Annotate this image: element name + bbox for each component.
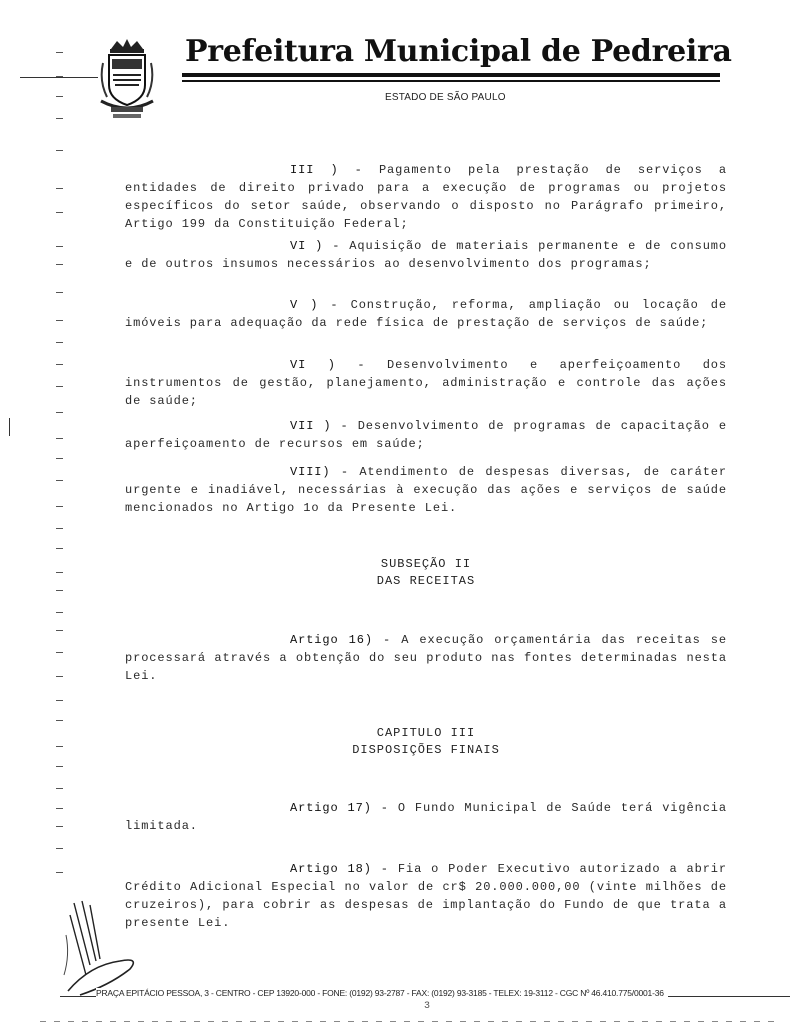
scan-mark	[9, 418, 10, 436]
item-text: Aquisição de materiais permanente e de consumo e de outros insumos necessários ao desenvolvimento dos programas;	[125, 239, 728, 271]
scan-bottom-edge	[40, 1021, 780, 1022]
chapter-line2: DISPOSIÇÕES FINAIS	[352, 743, 500, 757]
header-rule-thin	[182, 80, 720, 82]
artigo-text: A execução orçamentária das receitas se processará através a obtenção do seu produto nas fontes determinadas nesta Lei.	[125, 633, 728, 683]
subsection-line1: SUBSEÇÃO II	[380, 557, 472, 571]
item-lead: VI ) -	[290, 239, 341, 253]
coat-of-arms-seal-icon	[97, 35, 157, 121]
item-lead: VI ) -	[290, 358, 366, 372]
item-vi-b	[125, 356, 727, 410]
artigo-17	[125, 799, 727, 835]
item-viii	[125, 463, 727, 517]
artigo-lead: Artigo 16) -	[290, 633, 392, 647]
item-vii	[125, 417, 727, 453]
page-title: Prefeitura Municipal de Pedreira	[185, 34, 732, 69]
item-iii	[125, 161, 727, 233]
item-lead: V ) -	[290, 298, 339, 312]
artigo-text: Fia o Poder Executivo autorizado a abrir Crédito Adicional Especial no valor de cr$ 20.000.000,00 (vinte milhões de cruzeiros), para cobrir as despesas de implantação do Fundo de que trata a presente Lei.	[125, 862, 728, 930]
item-lead: VII ) -	[290, 419, 349, 433]
artigo-lead: Artigo 17) -	[290, 801, 389, 815]
page-number: 3	[424, 1001, 431, 1012]
item-text: Atendimento de despesas diversas, de caráter urgente e inadiável, necessárias à execução das ações e serviços de saúde mencionados no Artigo 1o da Presente Lei.	[125, 465, 728, 515]
artigo-lead: Artigo 18) -	[290, 862, 389, 876]
artigo-16	[125, 631, 727, 685]
subsection-heading	[125, 556, 727, 590]
item-text: Pagamento pela prestação de serviços a entidades de direito privado para a execução de programas ou projetos específicos do setor saúde, observando o disposto no Parágrafo primeiro, Artigo 199 da Constituição Federal;	[125, 163, 727, 231]
header-rule-thick	[182, 73, 720, 77]
subsection-line2: DAS RECEITAS	[376, 574, 476, 588]
item-lead: VIII) -	[290, 465, 349, 479]
chapter-line1: CAPITULO III	[376, 726, 476, 740]
footer-address: PRAÇA EPITÁCIO PESSOA, 3 - CENTRO - CEP 13920-000 - FONE: (0192) 93-2787 - FAX: (0192) 93-3185 - TELEX: 19-3112 - CGC Nº 46.410.775/0001-36	[96, 988, 668, 998]
item-vi-a	[125, 237, 727, 273]
header-left-line	[20, 77, 98, 78]
item-v	[125, 296, 727, 332]
chapter-heading	[125, 725, 727, 759]
artigo-text: O Fundo Municipal de Saúde terá vigência limitada.	[125, 801, 728, 833]
item-lead: III ) -	[290, 163, 363, 177]
artigo-18	[125, 860, 727, 932]
item-text: Desenvolvimento e aperfeiçoamento dos instrumentos de gestão, planejamento, administração e controle das ações de saúde;	[125, 358, 727, 408]
item-text: Construção, reforma, ampliação ou locação de imóveis para adequação da rede física de prestação de serviços de saúde;	[125, 298, 727, 330]
item-text: Desenvolvimento de programas de capacitação e aperfeiçoamento de recursos em saúde;	[125, 419, 727, 451]
page-subtitle: ESTADO DE SÃO PAULO	[385, 92, 506, 103]
